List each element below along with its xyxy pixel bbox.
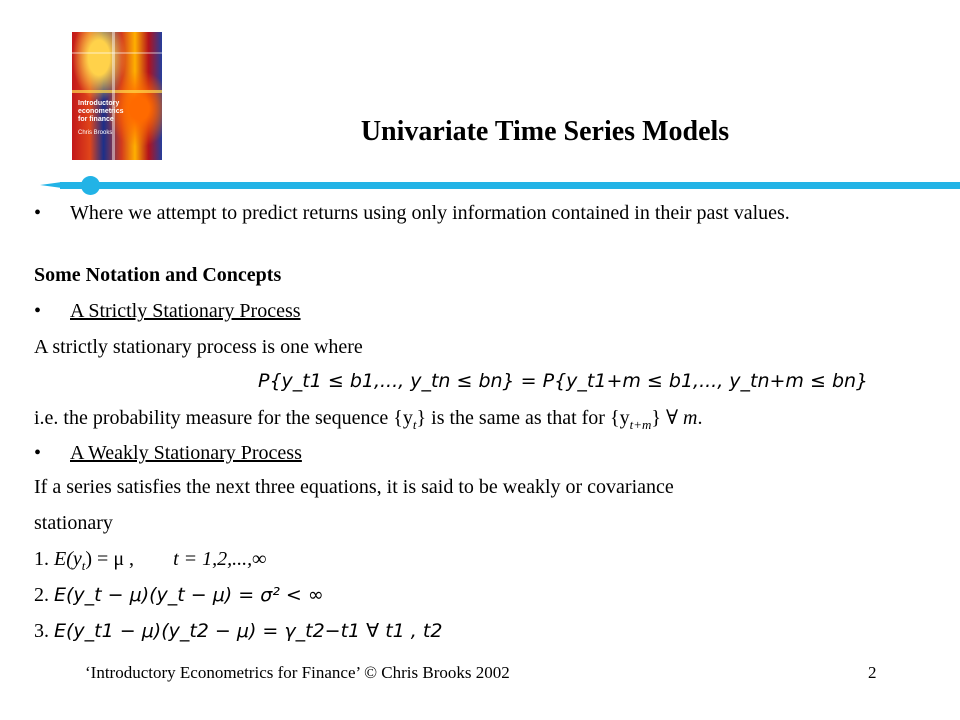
divider-bar [60,182,960,189]
ie-text-b: } is the same as that for {y [416,407,630,429]
cover-title-line2: econometrics [78,108,124,115]
strict-stationarity-equation [258,368,868,394]
divider-arrow-tip [40,182,62,188]
equation-1-mid: ) = μ , [85,548,135,570]
equation-3-text: E(y_t1 − μ)(y_t2 − μ) = γ_t2−t1 ∀ t1 , t2 [54,620,443,642]
ie-text-a: i.e. the probability measure for the sequence {y [34,407,413,429]
strict-definition: A strictly stationary process is one where [34,336,363,358]
ie-text-m: m [683,407,698,429]
weak-definition-line1: If a series satisfies the next three equations, it is said to be weakly or covariance [34,476,674,498]
cover-title-line1: Introductory [78,100,120,107]
footer-citation: ‘Introductory Econometrics for Finance’ © Chris Brooks 2002 [85,663,510,682]
ie-line [34,405,702,438]
bullet-icon: • [34,300,42,322]
divider-dot [81,176,100,195]
equation-3 [34,618,442,644]
equation-3-number: 3. [34,620,49,642]
slide-title: Univariate Time Series Models [360,116,730,147]
cover-author: Chris Brooks [78,130,113,136]
ie-subscript-tm: t+m [629,417,652,432]
weak-definition-line2: stationary [34,512,113,534]
equation-2-text: E(y_t − μ)(y_t − μ) = σ² < ∞ [54,584,324,606]
intro-text: Where we attempt to predict returns using only information contained in their past values. [70,202,790,224]
notation-heading: Some Notation and Concepts [34,264,282,286]
strict-equation-text: P{y_t1 ≤ b1,..., y_tn ≤ bn} = P{y_t1+m ≤ b1,..., y_tn+m ≤ bn} [258,370,869,392]
weak-heading: A Weakly Stationary Process [70,442,302,464]
equation-1-subscript: t [81,558,86,573]
equation-1 [34,546,266,579]
ie-text-d: . [697,407,703,429]
ie-subscript-t: t [412,417,417,432]
equation-1-lhs: E(y [54,548,82,570]
bullet-icon: • [34,202,42,224]
page-number: 2 [868,663,877,682]
ie-text-c: } ∀ [651,407,684,429]
cover-title-line3: for finance [78,116,114,123]
equation-1-number: 1. [34,548,49,570]
bullet-icon: • [34,442,42,464]
book-cover-image [72,32,162,160]
equation-1-rhs: t = 1,2,...,∞ [173,548,267,570]
equation-2-number: 2. [34,584,49,606]
strict-heading: A Strictly Stationary Process [70,300,301,322]
equation-2 [34,582,324,608]
